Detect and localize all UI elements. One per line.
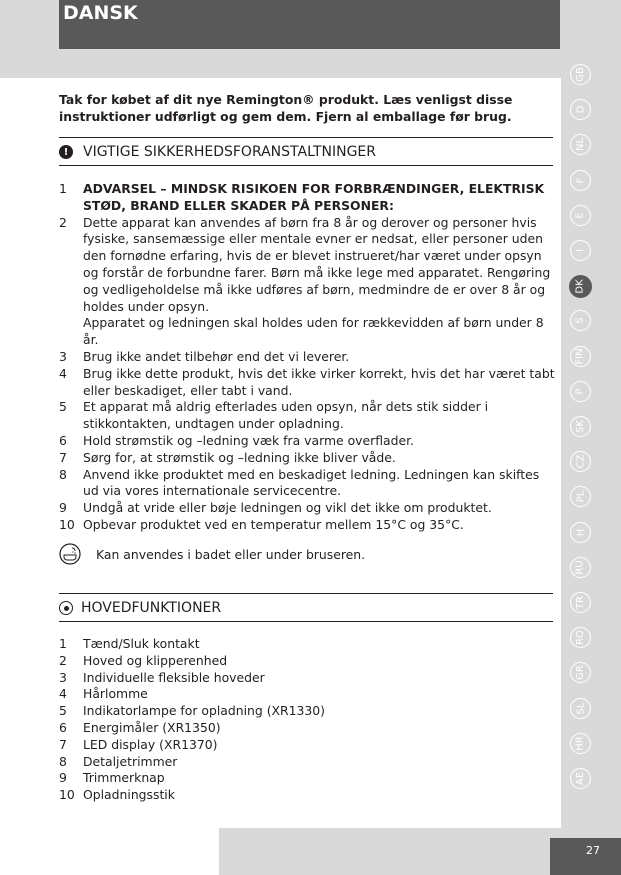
- language-tab-ae[interactable]: [570, 768, 591, 789]
- language-tab-e[interactable]: [570, 205, 591, 226]
- divider: [59, 593, 553, 594]
- page-number-box: [550, 838, 621, 875]
- safety-heading: [59, 144, 553, 160]
- list-item: [59, 686, 555, 703]
- list-item: [59, 215, 555, 316]
- language-tab-label: S: [574, 317, 586, 325]
- list-item: [59, 349, 555, 366]
- language-tab-label: TR: [575, 595, 586, 610]
- item-text: Opladningsstik: [83, 787, 175, 803]
- bath-note: Kan anvendes i badet eller under bruseren.: [96, 546, 366, 562]
- item-number: 2: [59, 214, 67, 230]
- warning-icon: !: [59, 145, 73, 159]
- list-item: [59, 517, 555, 534]
- language-tab-sl[interactable]: [570, 698, 591, 719]
- item-text: Dette apparat kan anvendes af børn fra 8 år og derover og personer hvis fysiske, sansemæssige eller mentale evner er nedsat, eller personer uden den fornødne erfaring, hvis de er blevet instrueret/har været under opsyn og forstår de forbundne farer. Børn må ikke lege med apparatet. Rengøring og vedligeholdelse må ikke udføres af børn, medmindre de er over 8 år og holdes under opsyn.: [83, 214, 551, 314]
- list-item: [59, 720, 555, 737]
- list-item: [59, 433, 555, 450]
- item-text: Indikatorlampe for opladning (XR1330): [83, 703, 326, 719]
- language-tab-label: SK: [575, 420, 586, 433]
- language-tab-label: DK: [574, 279, 586, 294]
- item-text: ADVARSEL – MINDSK RISIKOEN FOR FORBRÆNDINGER, ELEKTRISK STØD, BRAND ELLER SKADER PÅ PERSONER:: [83, 181, 545, 213]
- features-heading: [59, 600, 553, 616]
- list-item: [59, 399, 555, 433]
- item-text: Brug ikke andet tilbehør end det vi leverer.: [83, 348, 350, 364]
- list-item: [59, 450, 555, 467]
- item-text: Hold strømstik og –ledning væk fra varme overflader.: [83, 432, 414, 448]
- item-text: Energimåler (XR1350): [83, 719, 221, 735]
- item-text: Individuelle fleksible hoveder: [83, 669, 265, 685]
- language-tab-label: D: [574, 105, 586, 114]
- language-tab-label: I: [574, 249, 586, 252]
- language-tab-h[interactable]: [570, 522, 591, 543]
- list-item: [59, 636, 555, 653]
- bathtub-shower-icon: [59, 543, 81, 565]
- list-item: [59, 737, 555, 754]
- item-text: Apparatet og ledningen skal holdes uden for rækkevidden af børn under 8 år.: [83, 315, 544, 348]
- item-number: 6: [59, 719, 67, 735]
- item-text: Undgå at vride eller bøje ledningen og vikl det ikke om produktet.: [83, 500, 492, 516]
- page-title: DANSK: [63, 2, 138, 24]
- divider: [59, 621, 553, 622]
- item-number: 4: [59, 365, 67, 381]
- list-item: [59, 787, 555, 804]
- item-number: 6: [59, 432, 67, 448]
- list-item: [59, 181, 555, 215]
- item-text: Anvend ikke produktet med en beskadiget ledning. Ledningen kan skiftes ud via vores internationale servicecentre.: [83, 466, 540, 499]
- language-tab-label: F: [574, 177, 586, 183]
- item-number: 10: [59, 787, 75, 803]
- list-item: [59, 315, 555, 349]
- bath-note-row: [59, 543, 365, 565]
- list-item: [59, 500, 555, 517]
- divider: [59, 165, 553, 166]
- language-title-box: [59, 0, 560, 49]
- language-tab-label: H: [575, 528, 586, 536]
- list-item: [59, 670, 555, 687]
- item-number: 5: [59, 703, 67, 719]
- safety-title: VIGTIGE SIKKERHEDSFORANSTALTNINGER: [83, 144, 377, 160]
- item-text: Opbevar produktet ved en temperatur mellem 15°C og 35°C.: [83, 516, 464, 532]
- intro-text: Tak for købet af dit nye Remington® produkt. Læs venligst disse instruktioner udførligt og gem dem. Fjern al emballage før brug.: [59, 92, 513, 124]
- item-number: 7: [59, 449, 67, 465]
- language-tab-fin[interactable]: [570, 346, 591, 367]
- item-number: 2: [59, 652, 67, 668]
- item-number: 4: [59, 686, 67, 702]
- language-tab-p[interactable]: [570, 381, 591, 402]
- safety-list: [59, 181, 555, 534]
- language-tab-label: GB: [574, 67, 586, 82]
- list-item: [59, 366, 555, 400]
- item-number: 3: [59, 669, 67, 685]
- item-number: 9: [59, 500, 67, 516]
- item-number: 9: [59, 770, 67, 786]
- language-tab-hr[interactable]: [570, 733, 591, 754]
- intro-block: [59, 92, 555, 126]
- item-text: LED display (XR1370): [83, 736, 218, 752]
- language-tab-label: RO: [574, 630, 586, 646]
- item-text: Detaljetrimmer: [83, 753, 178, 769]
- item-text: Hårlomme: [83, 686, 148, 702]
- eye-icon: [59, 601, 73, 615]
- list-item: [59, 754, 555, 771]
- language-tab-label: PL: [574, 491, 586, 503]
- list-item: [59, 703, 555, 720]
- item-text: Trimmerknap: [83, 770, 165, 786]
- item-number: 3: [59, 348, 67, 364]
- features-title: HOVEDFUNKTIONER: [81, 600, 222, 616]
- language-tab-label: RU: [575, 560, 586, 575]
- footer-band: [219, 828, 561, 875]
- language-tab-label: HR: [575, 736, 586, 751]
- divider: [59, 137, 553, 138]
- item-text: Hoved og klipperenhed: [83, 652, 228, 668]
- item-number: 7: [59, 736, 67, 752]
- feature-list: [59, 636, 555, 804]
- item-text: Brug ikke dette produkt, hvis det ikke virker korrekt, hvis det har været tabt eller beskadiget, eller tabt i vand.: [83, 365, 555, 398]
- item-number: 8: [59, 753, 67, 769]
- list-item: [59, 770, 555, 787]
- item-number: 8: [59, 466, 67, 482]
- item-number: 1: [59, 636, 67, 651]
- item-text: Sørg for, at strømstik og –ledning ikke bliver våde.: [83, 449, 396, 465]
- language-tab-label: SL: [574, 702, 586, 715]
- list-item: [59, 467, 555, 501]
- item-text: Tænd/Sluk kontakt: [83, 636, 200, 651]
- language-tab-sk[interactable]: [570, 416, 591, 437]
- item-text: Et apparat må aldrig efterlades uden opsyn, når dets stik sidder i stikkontakten, undtagen under opladning.: [83, 399, 489, 432]
- language-tab-label: AE: [574, 771, 586, 786]
- language-tab-gb[interactable]: [570, 64, 591, 85]
- language-tab-label: P: [575, 388, 586, 395]
- page-number: 27: [586, 844, 600, 857]
- item-number: 1: [59, 181, 67, 196]
- language-tab-label: NL: [575, 138, 586, 152]
- language-tab-label: E: [574, 212, 586, 219]
- language-tab-label: FIN: [575, 348, 586, 365]
- language-tab-label: CZ: [575, 454, 586, 469]
- item-number: 5: [59, 399, 67, 415]
- item-number: 10: [59, 516, 75, 532]
- language-tab-f[interactable]: [570, 170, 591, 191]
- language-tab-label: GR: [574, 665, 586, 681]
- list-item: [59, 653, 555, 670]
- language-tab-i[interactable]: [570, 240, 591, 261]
- language-tab-ru[interactable]: [570, 557, 591, 578]
- language-tab-tr[interactable]: [570, 592, 591, 613]
- item-number: [59, 315, 83, 349]
